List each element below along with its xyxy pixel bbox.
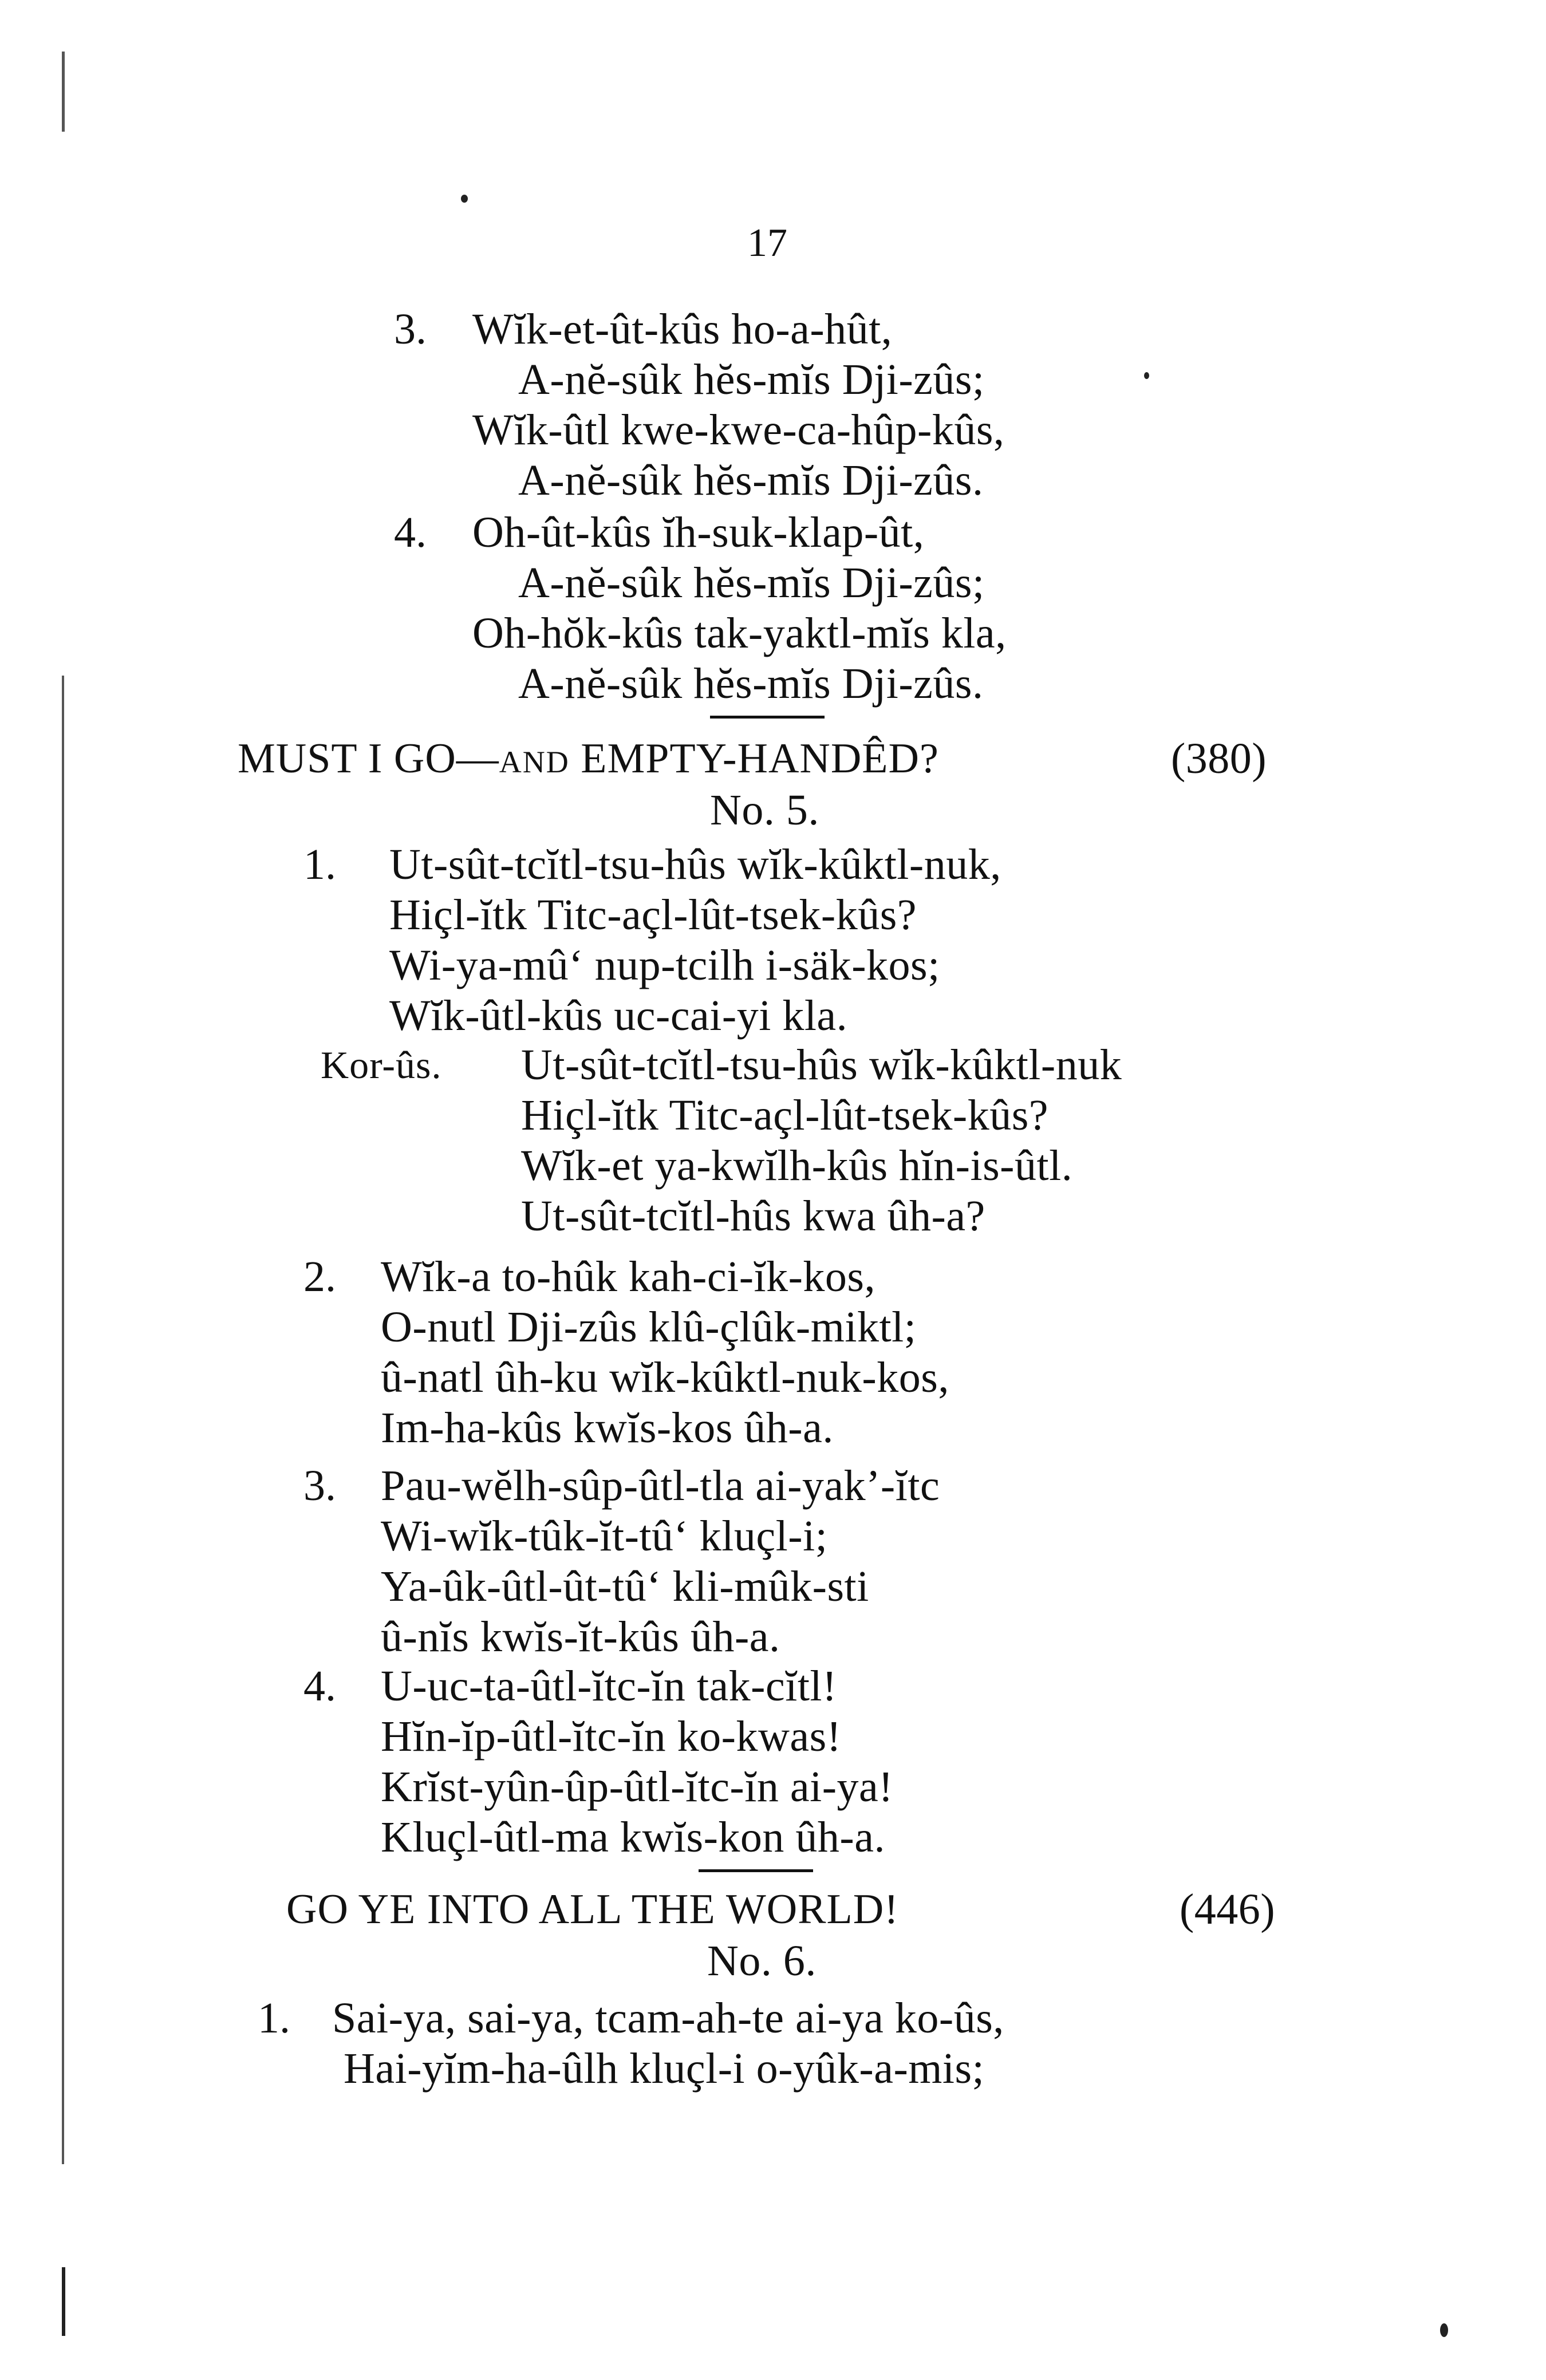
- verse-number: 3.: [303, 1462, 336, 1510]
- chorus-line: Ut-sût-tcĭtl-tsu-hûs wĭk-kûktl-nuk: [521, 1041, 1122, 1089]
- verse-line: Krĭst-yûn-ûp-ûtl-ĭtc-ĭn ai-ya!: [381, 1763, 894, 1811]
- chorus-line: Wĭk-et ya-kwĭlh-kûs hĭn-is-ûtl.: [521, 1142, 1073, 1190]
- section-divider: [699, 1869, 813, 1872]
- verse-line: Wĭk-et-ût-kûs ho-a-hût,: [472, 305, 893, 353]
- verse-number: 1.: [303, 840, 336, 889]
- binding-edge-bottom: [62, 2267, 65, 2336]
- verse-line: Wi-ya-mû‘ nup-tcilh i-säk-kos;: [389, 941, 940, 989]
- verse-number: 1.: [258, 1994, 290, 2042]
- speck: [1144, 372, 1149, 379]
- binding-edge-top: [62, 52, 65, 132]
- page-number: 17: [747, 221, 787, 265]
- verse-line: û-nĭs kwĭs-ĭt-kûs ûh-a.: [381, 1613, 780, 1661]
- verse-line: û-natl ûh-ku wĭk-kûktl-nuk-kos,: [381, 1353, 949, 1402]
- verse-line: Wĭk-ûtl-kûs uc-cai-yi kla.: [389, 992, 848, 1040]
- verse-line: Ya-ûk-ûtl-ût-tû‘ kli-mûk-sti: [381, 1562, 869, 1611]
- verse-line: Hai-yĭm-ha-ûlh kluçl-i o-yûk-a-mis;: [344, 2044, 985, 2093]
- verse-line: Hiçl-ĭtk Titc-açl-lût-tsek-kûs?: [389, 891, 917, 939]
- verse-line: Pau-wĕlh-sûp-ûtl-tla ai-yak’-ĭtc: [381, 1462, 940, 1510]
- hymn-reference: (446): [1180, 1885, 1276, 1933]
- speck: [461, 195, 468, 203]
- verse-line: A-nĕ-sûk hĕs-mĭs Dji-zûs.: [518, 456, 984, 504]
- verse-line: Oh-hŏk-kûs tak-yaktl-mĭs kla,: [472, 609, 1007, 657]
- verse-number: 3.: [394, 305, 427, 353]
- hymn-title-end: EMPTY-HANDÊD?: [569, 735, 939, 782]
- verse-line: Wĭk-a to-hûk kah-ci-ĭk-kos,: [381, 1253, 876, 1301]
- hymn-number: No. 6.: [707, 1937, 817, 1985]
- verse-line: Wĭk-ûtl kwe-kwe-ca-hûp-kûs,: [472, 406, 1005, 454]
- hymn-title-and: AND: [499, 745, 570, 779]
- hymn-reference: (380): [1171, 735, 1267, 783]
- verse-number: 2.: [303, 1253, 336, 1301]
- verse-line: Hĭn-ĭp-ûtl-ĭtc-ĭn ko-kwas!: [381, 1712, 842, 1761]
- verse-line: Wi-wĭk-tûk-ĭt-tû‘ kluçl-i;: [381, 1512, 828, 1560]
- hymn-title: [238, 733, 939, 788]
- verse-line: A-nĕ-sûk hĕs-mĭs Dji-zûs;: [518, 559, 985, 607]
- section-divider: [710, 716, 825, 719]
- verse-line: A-nĕ-sûk hĕs-mĭs Dji-zûs;: [518, 356, 985, 404]
- verse-number: 4.: [303, 1662, 336, 1710]
- chorus-line: Hiçl-ĭtk Titc-açl-lût-tsek-kûs?: [521, 1091, 1049, 1139]
- speck: [1440, 2323, 1448, 2337]
- binding-edge-left: [62, 676, 64, 2164]
- hymn-title: GO YE INTO ALL THE WORLD!: [286, 1886, 899, 1933]
- verse-line: O-nutl Dji-zûs klû-çlûk-miktl;: [381, 1303, 917, 1351]
- verse-number: 4.: [394, 508, 427, 556]
- verse-line: Ut-sût-tcĭtl-tsu-hûs wĭk-kûktl-nuk,: [389, 840, 1001, 889]
- verse-line: Kluçl-ûtl-ma kwĭs-kon ûh-a.: [381, 1813, 885, 1861]
- chorus-label: Kor-ûs.: [321, 1043, 442, 1087]
- hymn-number: No. 5.: [710, 786, 819, 834]
- verse-line: U-uc-ta-ûtl-ĭtc-ĭn tak-cĭtl!: [381, 1662, 837, 1710]
- verse-line: Sai-ya, sai-ya, tcam-ah-te ai-ya ko-ûs,: [332, 1994, 1004, 2042]
- verse-line: Im-ha-kûs kwĭs-kos ûh-a.: [381, 1404, 834, 1452]
- chorus-line: Ut-sût-tcĭtl-hûs kwa ûh-a?: [521, 1192, 985, 1240]
- hymn-title-start: MUST I GO—: [238, 735, 499, 782]
- verse-line: A-nĕ-sûk hĕs-mĭs Dji-zûs.: [518, 660, 984, 708]
- verse-line: Oh-ût-kûs ĭh-suk-klap-ût,: [472, 508, 925, 556]
